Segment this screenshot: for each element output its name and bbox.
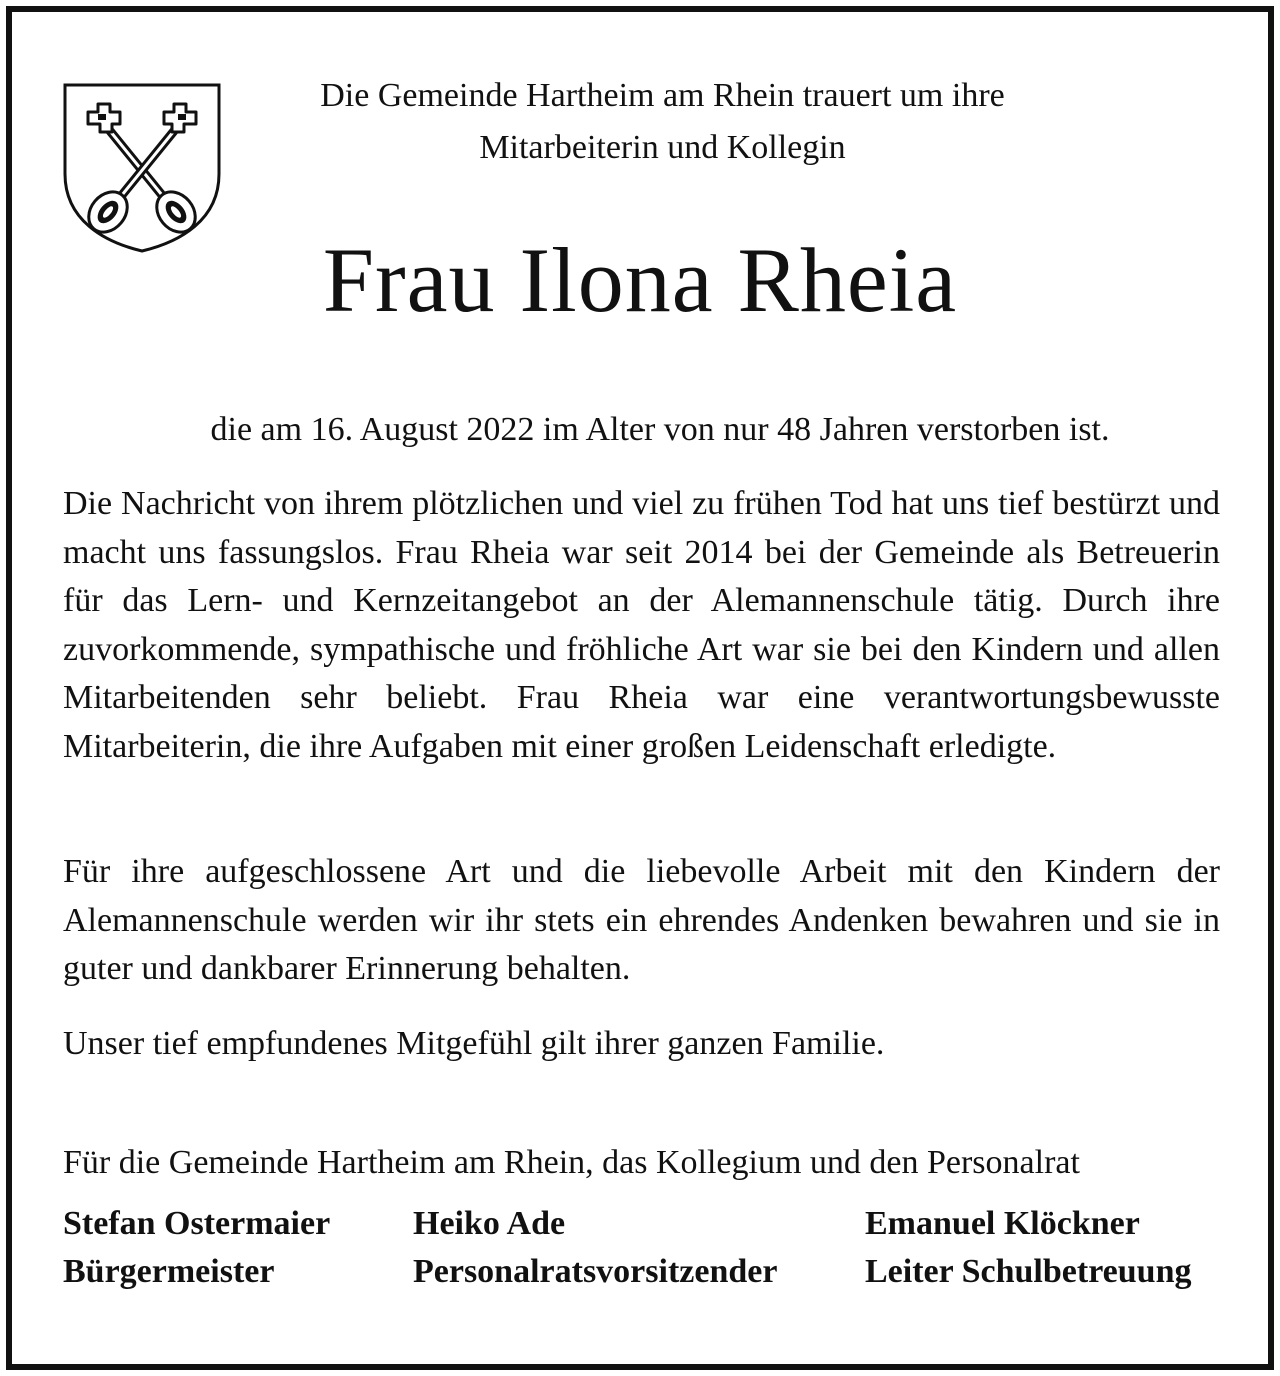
signoff-line: Für die Gemeinde Hartheim am Rhein, das Kollegium und den Personalrat — [63, 1144, 1080, 1181]
signatory-name: Stefan Ostermaier — [63, 1205, 331, 1242]
signatory-role: Bürgermeister — [63, 1253, 275, 1290]
death-line: die am 16. August 2022 im Alter von nur 48 Jahren verstorben ist. — [210, 411, 1110, 448]
signatory-role: Personalratsvorsitzender — [413, 1253, 778, 1290]
deceased-name: Frau Ilona Rheia — [322, 229, 958, 331]
paragraph-tribute: Die Nachricht von ihrem plötzlichen und viel zu frühen Tod hat uns tief bestürzt und macht uns fassungslos. Frau Rheia war seit 2014 bei der Gemeinde als Betreuerin für das Lern- und Kernzeitangebot an der Alemannenschule tätig. Durch ihre zuvorkommende, sympathische und fröhliche Art war sie bei den Kindern und allen Mitarbeitenden sehr beliebt. Frau Rheia war eine verantwortungsbewusste Mitarbeiterin, die ihre Aufgaben mit einer großen Leidenschaft erledigte. — [63, 485, 1220, 765]
signatory-1 — [63, 1200, 330, 1296]
paragraph-remembrance: Für ihre aufgeschlossene Art und die liebevolle Arbeit mit den Kindern der Alemannenschule werden wir ihr stets ein ehrendes Andenken bewahren und sie in guter und dankbarer Erinnerung behalten. — [63, 853, 1220, 987]
signatory-name: Heiko Ade — [413, 1205, 566, 1242]
signatory-role: Leiter Schulbetreuung — [865, 1253, 1192, 1290]
signatory-3 — [865, 1200, 1192, 1296]
header-line-1: Die Gemeinde Hartheim am Rhein trauert um ihre — [320, 77, 1005, 114]
paragraph-condolence: Unser tief empfundenes Mitgefühl gilt ihrer ganzen Familie. — [63, 1025, 885, 1062]
header-line-2: Mitarbeiterin und Kollegin — [479, 129, 846, 166]
signatory-2 — [413, 1200, 777, 1296]
signatory-name: Emanuel Klöckner — [865, 1205, 1140, 1242]
